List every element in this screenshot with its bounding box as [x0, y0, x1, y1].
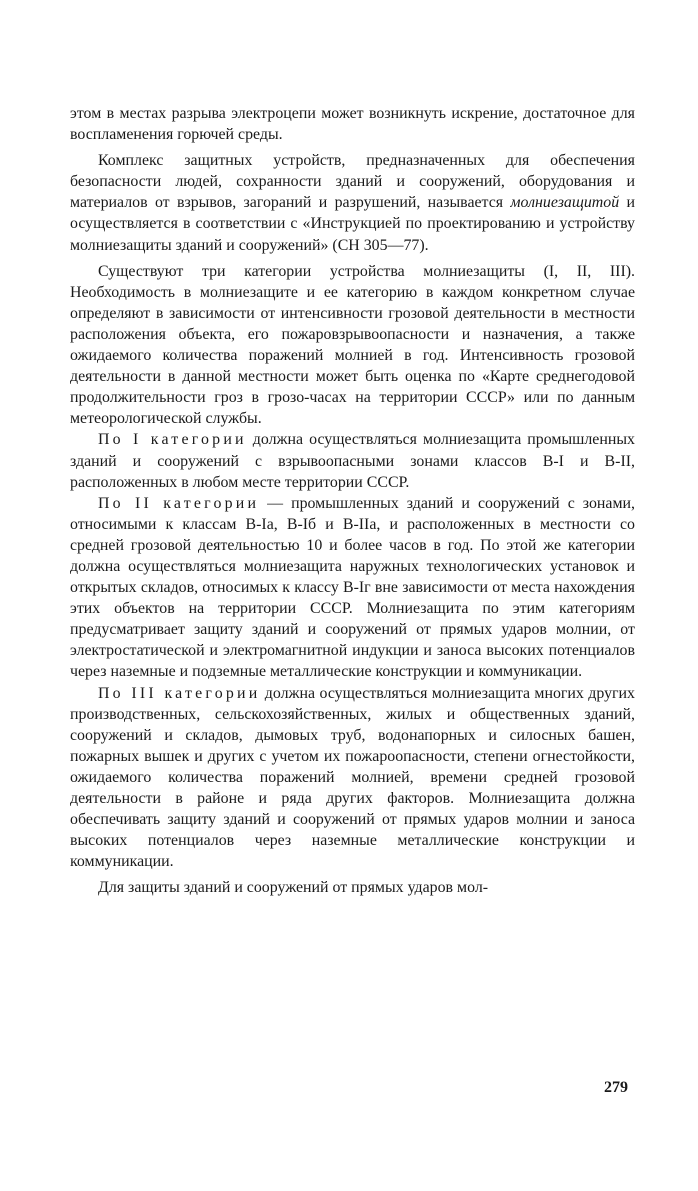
paragraph-text: — промышленных зданий и сооружений с зонами, относимыми к классам В-Iа, В-Iб и В-IIа, и расположенных в местности со средней грозовой деятельностью 10 и более часов в год. По этой же категории должна осуществляться молниезащита наружных технологических установок и открытых складов, относимых к классу В-Iг вне зависимости от места нахождения этих объектов на территории СССР. Молниезащита по этим категориям предусматривает защиту зданий и сооружений от прямых ударов молнии, от электростатической и электромагнитной индукции и заноса высоких потенциалов через наземные и подземные металлические конструкции и коммуникации. [70, 494, 635, 681]
category-heading: По I категории [98, 431, 247, 449]
page-number: 279 [604, 1079, 628, 1096]
paragraph-categories: Существуют три категории устройства молниезащиты (I, II, III). Необходимость в молниезащите и ее категорию в каждом конкретном случае определяют в зависимости от интенсивности грозовой деятельности в местности расположения объекта, его пожаровзрывоопасности и назначения, а также ожидаемого количества поражений молнией в год. Интенсивность грозовой деятельности в данной местности может быть оценка по «Карте среднегодовой продолжительности гроз в грозо-часах на территории СССР» или по данным метеорологической службы. [70, 262, 635, 428]
paragraph-continuation: этом в местах разрыва электроцепи может возникнуть искрение, достаточное для воспламенения горючей среды. [70, 105, 635, 144]
category-heading: По II категории [98, 494, 260, 512]
paragraph-text: должна осуществляться молниезащита промышленных зданий и сооружений с взрывоопасными зонами классов В-I и В-II, расположенных в любом месте территории СССР. [70, 431, 635, 491]
paragraph-text: и осуществляется в соответствии с «Инструкцией по проектированию и устройству молниезащиты зданий и сооружений» (СН 305—77). [70, 194, 635, 254]
paragraph-category-1 [70, 429, 635, 492]
paragraph-text: должна осуществляться молниезащита многих других производственных, сельскохозяйственных, жилых и общественных зданий, сооружений и складов, дымовых труб, водонапорных и силосных башен, пожарных вышек и других с учетом их пожароопасности, степени огнестойкости, ожидаемого количества поражений молнией, времени средней грозовой деятельности в районе и ряда других факторов. Молниезащита должна обеспечивать защиту зданий и сооружений от прямых ударов молнии и заноса высоких потенциалов через наземные металлические конструкции и коммуникации. [70, 684, 635, 871]
term-emphasis: молниезащитой [510, 194, 620, 212]
paragraph-category-2 [70, 493, 635, 683]
paragraph-category-3 [70, 683, 635, 873]
page-body [70, 103, 635, 898]
category-heading: По III категории [98, 684, 261, 702]
paragraph-direct-strike-protection: Для защиты зданий и сооружений от прямых ударов мол- [98, 879, 489, 897]
paragraph-lightning-protection-definition [70, 150, 635, 255]
paragraph-text: Комплекс защитных устройств, предназначенных для обеспечения безопасности людей, сохранности зданий и сооружений, оборудования и материалов от взрывов, загораний и разрушений, называется [70, 152, 635, 212]
